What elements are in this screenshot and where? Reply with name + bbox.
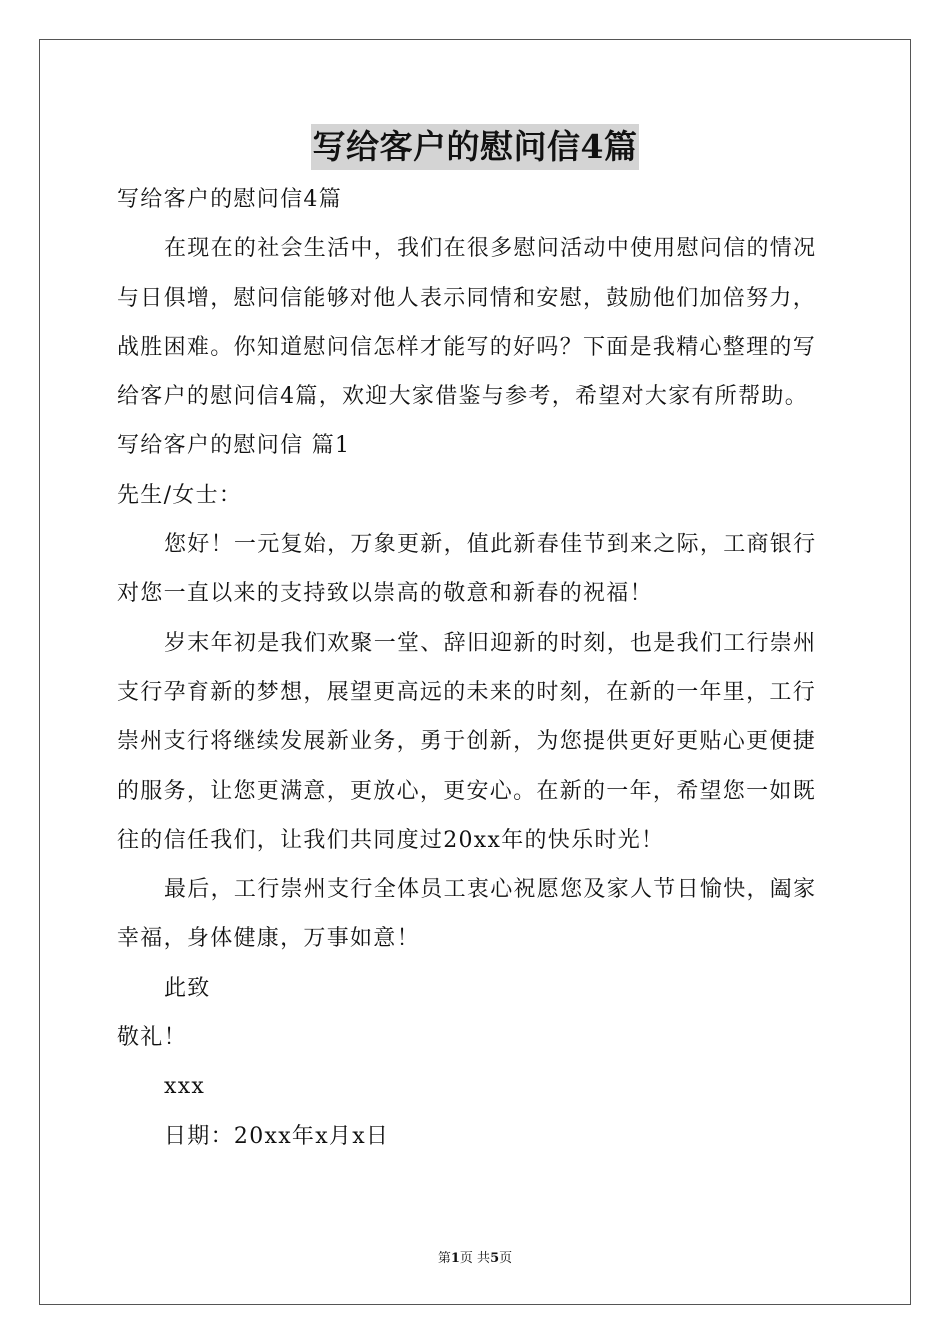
text-line: 对您一直以来的支持致以崇高的敬意和新春的祝福！ [117, 581, 653, 607]
footer-mid: 页 共 [459, 1251, 491, 1266]
document-title: 写给客户的慰问信4篇 [311, 124, 640, 170]
text-line: 幸福，身体健康，万事如意！ [117, 926, 420, 952]
page-footer [0, 1247, 950, 1266]
text-line: 的服务，让您更满意，更放心，更安心。在新的一年，希望您一如既 [117, 778, 817, 804]
footer-current-page: 1 [450, 1251, 460, 1266]
text-line: 写给客户的慰问信 篇1 [117, 433, 351, 459]
document-body [117, 175, 833, 1161]
text-line: 日期：20xx年x月x日 [164, 1123, 390, 1149]
text-line: 在现在的社会生活中，我们在很多慰问活动中使用慰问信的情况 [164, 236, 817, 262]
text-line: 与日俱增，慰问信能够对他人表示同情和安慰，鼓励他们加倍努力， [117, 285, 817, 311]
footer-prefix: 第 [437, 1251, 451, 1266]
text-line: 战胜困难。你知道慰问信怎样才能写的好吗？下面是我精心整理的写 [117, 334, 817, 360]
text-line: 先生/女士： [117, 482, 243, 508]
text-line: 崇州支行将继续发展新业务，勇于创新，为您提供更好更贴心更便捷 [117, 729, 817, 755]
text-line: 敬礼！ [117, 1025, 187, 1051]
text-line: 岁末年初是我们欢聚一堂、辞旧迎新的时刻，也是我们工行崇州 [164, 630, 817, 656]
text-line: 最后，工行崇州支行全体员工衷心祝愿您及家人节日愉快，阖家 [164, 877, 817, 903]
document-subtitle: 写给客户的慰问信4篇 [117, 187, 342, 212]
text-line: 此致 [164, 975, 211, 1001]
text-line: 给客户的慰问信4篇，欢迎大家借鉴与参考，希望对大家有所帮助。 [117, 384, 808, 410]
footer-suffix: 页 [499, 1251, 513, 1266]
title-wrapper [0, 124, 950, 170]
text-line: 您好！一元复始，万象更新，值此新春佳节到来之际，工商银行 [164, 532, 817, 558]
text-line: 往的信任我们，让我们共同度过20xx年的快乐时光！ [117, 827, 665, 853]
text-line: 支行孕育新的梦想，展望更高远的未来的时刻，在新的一年里，工行 [117, 679, 817, 705]
paragraph-lines [117, 224, 833, 1161]
text-line: xxx [164, 1074, 206, 1100]
footer-total-pages: 5 [490, 1251, 500, 1266]
